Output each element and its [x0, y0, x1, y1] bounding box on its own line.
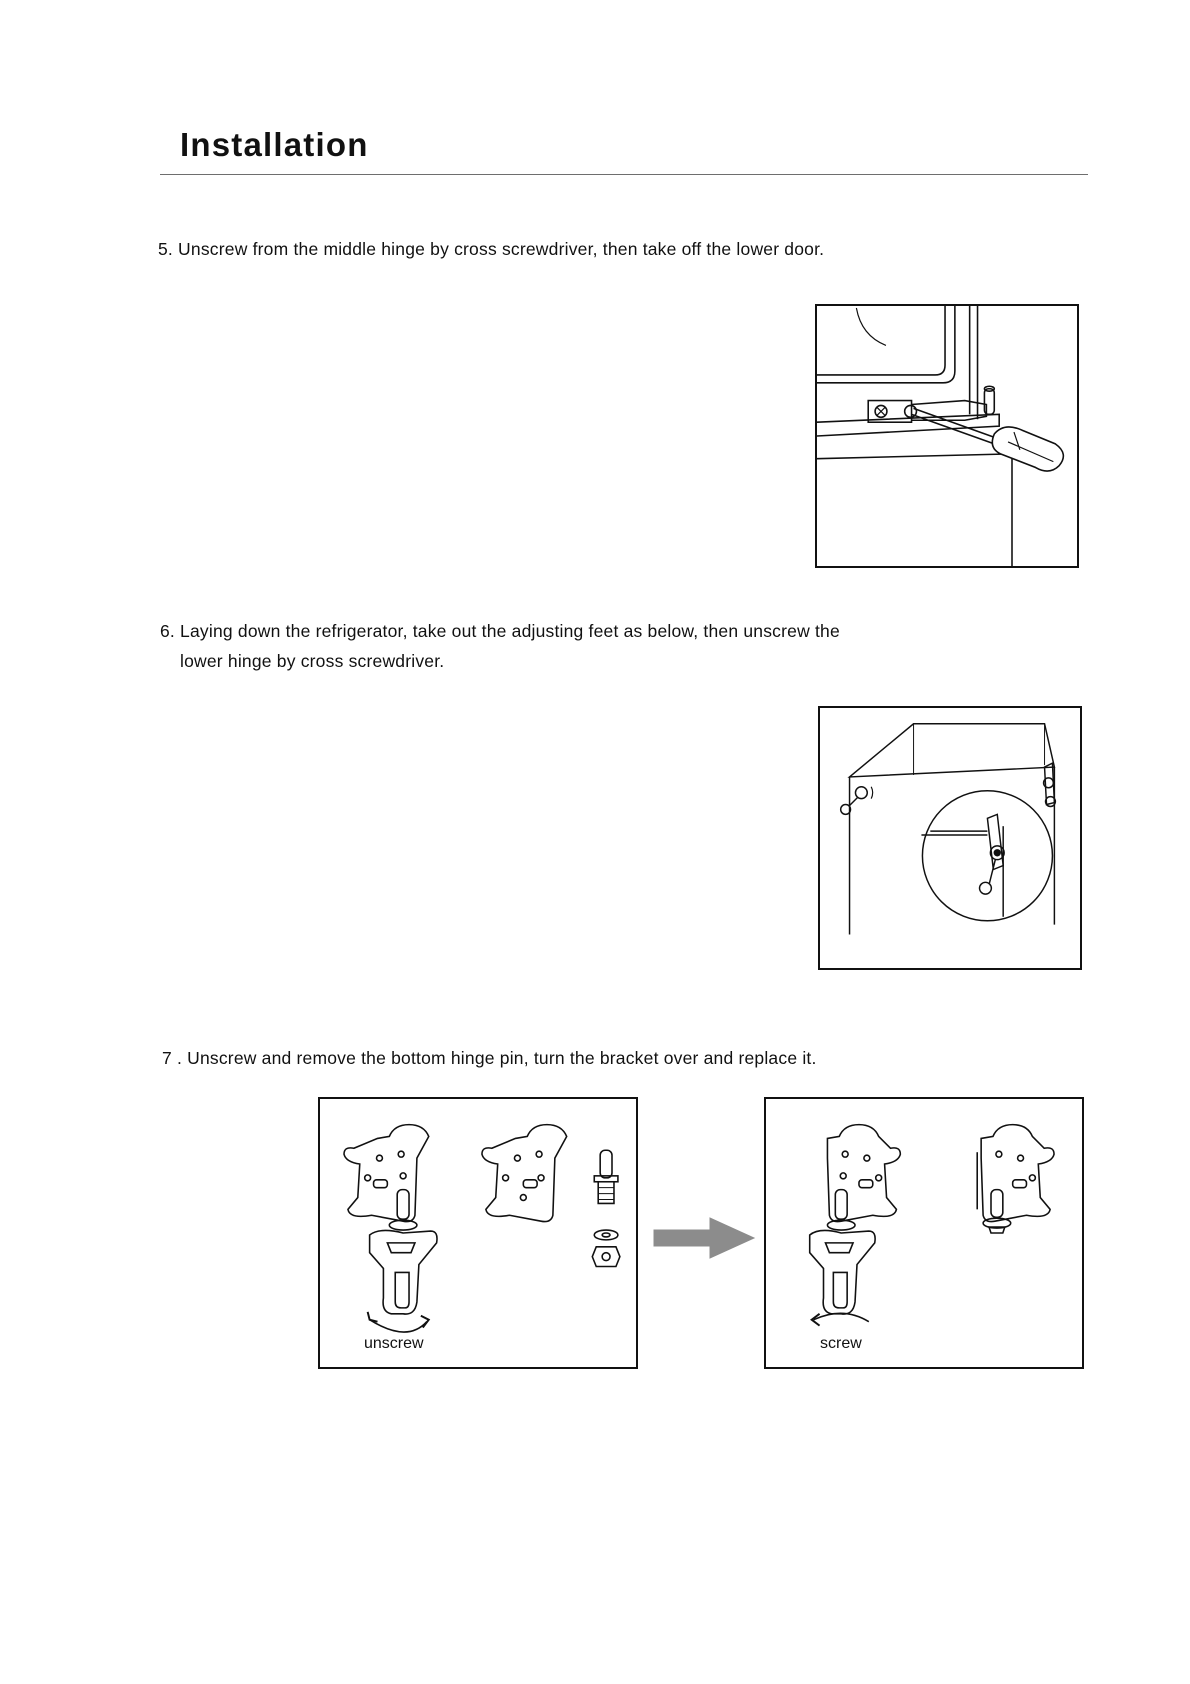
- step-7-text: 7 . Unscrew and remove the bottom hinge pin, turn the bracket over and replace it.: [162, 1048, 817, 1068]
- screw-hinge-pin-illustration: [766, 1099, 1082, 1367]
- step-6-text-line1: 6. Laying down the refrigerator, take out the adjusting feet as below, then unscrew the: [160, 621, 840, 641]
- lower-hinge-adjusting-feet-illustration: [820, 708, 1080, 968]
- right-arrow-icon: [650, 1216, 758, 1260]
- middle-hinge-screwdriver-illustration: [817, 306, 1077, 566]
- unscrew-caption: unscrew: [364, 1335, 424, 1352]
- step-6-figure: [818, 706, 1082, 970]
- unscrew-hinge-pin-illustration: [320, 1099, 636, 1367]
- title-divider: [160, 174, 1088, 175]
- step-5-text: 5. Unscrew from the middle hinge by cross screwdriver, then take off the lower door.: [158, 239, 825, 259]
- step-7-left-figure: [318, 1097, 638, 1369]
- screw-caption: screw: [820, 1335, 862, 1352]
- step-5-figure: [815, 304, 1079, 568]
- page-title: Installation: [180, 126, 369, 163]
- step-7-right-figure: [764, 1097, 1084, 1369]
- step-6-text-line2: lower hinge by cross screwdriver.: [180, 651, 445, 671]
